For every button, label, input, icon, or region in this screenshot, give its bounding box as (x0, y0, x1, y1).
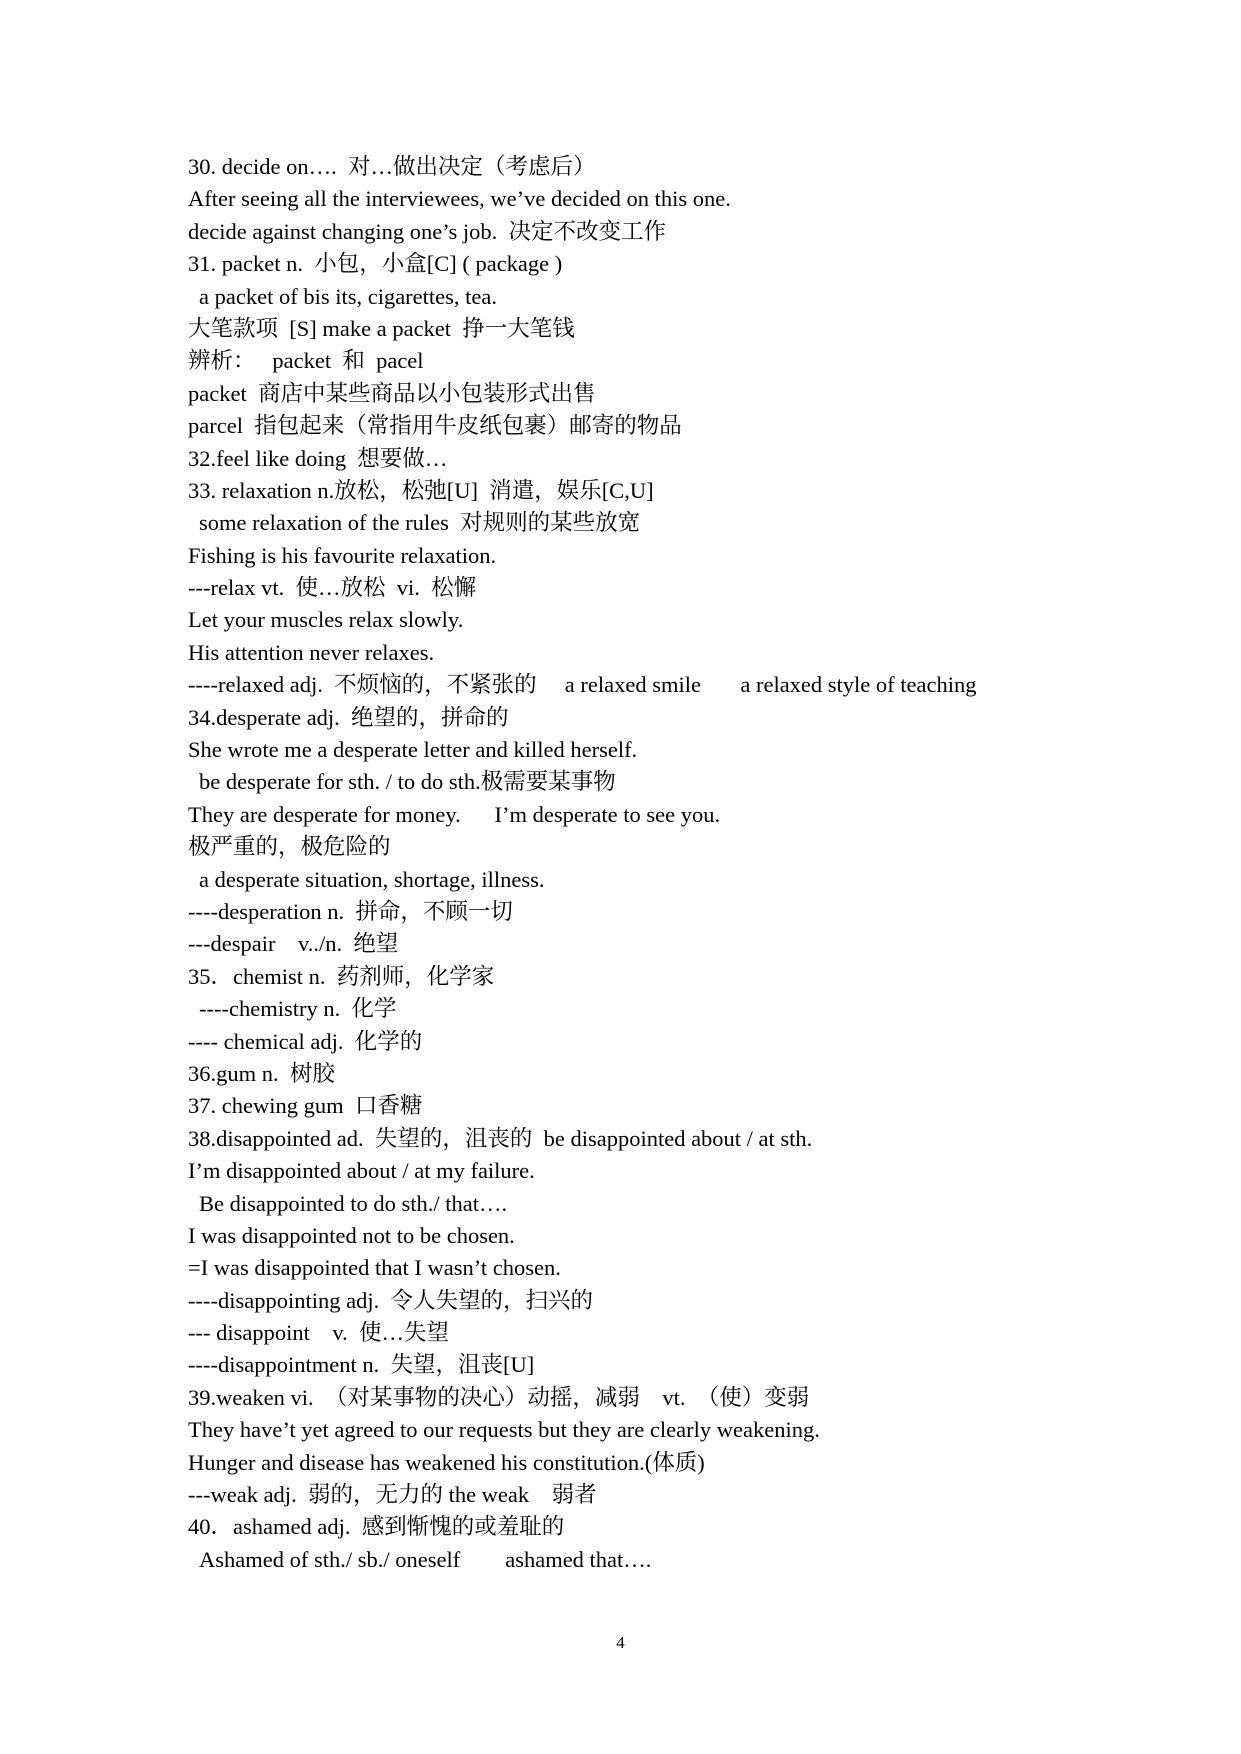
text-line: I was disappointed not to be chosen. (188, 1222, 515, 1248)
text-line: ----disappointment n. 失望，沮丧[U] (188, 1352, 535, 1378)
page-body (188, 151, 1148, 1576)
text-line: She wrote me a desperate letter and killed herself. (188, 737, 638, 763)
text-line: They have’t yet agreed to our requests but they are clearly weakening. (188, 1417, 820, 1443)
text-line: ---despair v../n. 绝望 (188, 931, 399, 957)
text-line: packet 商店中某些商品以小包装形式出售 (188, 380, 596, 406)
text-line: --- disappoint v. 使…失望 (188, 1320, 450, 1346)
text-line: ----disappointing adj. 令人失望的，扫兴的 (188, 1287, 593, 1313)
text-line: parcel 指包起来（常指用牛皮纸包裹）邮寄的物品 (188, 413, 682, 439)
text-line: 34.desperate adj. 绝望的，拼命的 (188, 704, 509, 730)
text-line: Fishing is his favourite relaxation. (188, 542, 497, 568)
text-line: 极严重的，极危险的 (188, 834, 391, 860)
text-line: ----desperation n. 拼命，不顾一切 (188, 898, 513, 924)
text-line: ---weak adj. 弱的，无力的 the weak 弱者 (188, 1482, 597, 1508)
text-line: After seeing all the interviewees, we’ve decided on this one. (188, 186, 731, 212)
text-line: 33. relaxation n.放松，松弛[U] 消遣，娱乐[C,U] (188, 477, 654, 503)
text-line: His attention never relaxes. (188, 639, 435, 665)
text-line: a packet of bis its, cigarettes, tea. (199, 283, 498, 309)
text-line: 30. decide on…. 对…做出决定（考虑后） (188, 154, 596, 179)
text-line: Hunger and disease has weakened his constitution.(体质) (188, 1449, 705, 1475)
text-line: 37. chewing gum 口香糖 (188, 1093, 423, 1119)
text-line: Be disappointed to do sth./ that…. (199, 1190, 508, 1216)
text-line: ----chemistry n. 化学 (199, 996, 397, 1022)
text-line: 39.weaken vi. （对某事物的决心）动摇，减弱 vt. （使）变弱 (188, 1384, 810, 1410)
text-line: ----relaxed adj. 不烦恼的，不紧张的 a relaxed smile a relaxed style of teaching (188, 672, 977, 698)
text-line: decide against changing one’s job. 决定不改变工作 (188, 218, 667, 244)
text-line: 32.feel like doing 想要做… (188, 445, 448, 471)
text-line: ---relax vt. 使…放松 vi. 松懈 (188, 575, 477, 601)
page-number: 4 (616, 1633, 625, 1652)
text-line: 35．chemist n. 药剂师，化学家 (188, 963, 495, 989)
text-line: ---- chemical adj. 化学的 (188, 1028, 423, 1054)
text-line: some relaxation of the rules 对规则的某些放宽 (199, 510, 641, 536)
text-line: Ashamed of sth./ sb./ oneself ashamed that…. (199, 1546, 652, 1572)
text-line: I’m disappointed about / at my failure. (188, 1158, 535, 1184)
text-line: 40．ashamed adj. 感到惭愧的或羞耻的 (188, 1514, 565, 1540)
text-line: 36.gum n. 树胶 (188, 1060, 335, 1086)
text-line: be desperate for sth. / to do sth.极需要某事物 (199, 769, 616, 795)
text-line: Let your muscles relax slowly. (188, 607, 464, 633)
text-line: 38.disappointed ad. 失望的，沮丧的 be disappointed about / at sth. (188, 1125, 813, 1151)
text-line: They are desperate for money. I’m desperate to see you. (188, 801, 721, 827)
text-line: 辨析： packet 和 pacel (188, 348, 424, 374)
text-line: 大笔款项 [S] make a packet 挣一大笔钱 (188, 315, 575, 341)
text-line: =I was disappointed that I wasn’t chosen. (188, 1255, 561, 1281)
text-line: 31. packet n. 小包，小盒[C] ( package ) (188, 251, 563, 277)
text-line: a desperate situation, shortage, illness. (199, 866, 545, 892)
